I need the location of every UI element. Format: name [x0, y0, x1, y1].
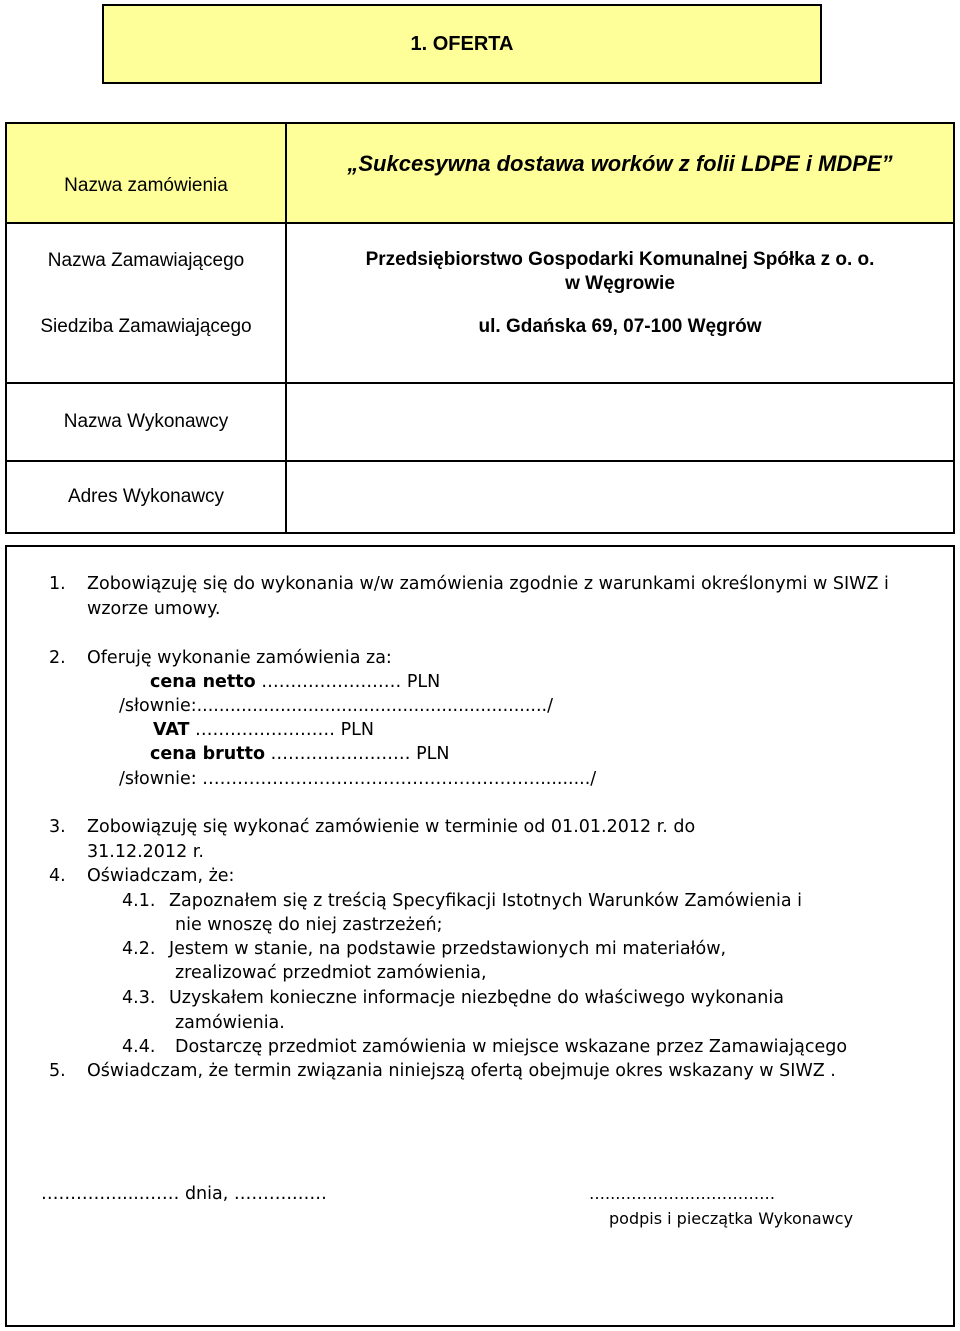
offer-title: 1. OFERTA	[102, 4, 822, 84]
contractor-address-label-cell	[6, 461, 286, 533]
p1-line2: wzorze umowy.	[87, 599, 221, 619]
p43-line1: Uzyskałem konieczne informacje niezbędne do właściwego wykonania	[169, 988, 784, 1008]
p41-line2: nie wnoszę do niej zastrzeżeń;	[175, 915, 443, 935]
net-price-currency: PLN	[401, 672, 441, 692]
client-value-cell	[286, 223, 954, 383]
p4-number: 4.	[49, 866, 66, 886]
net-price-label: cena netto	[150, 672, 256, 692]
p42-line2: zrealizować przedmiot zamówienia,	[175, 963, 487, 983]
p42-number: 4.2.	[122, 939, 156, 959]
vat-field[interactable]: ……………………	[189, 720, 336, 740]
order-name-value: „Sukcesywna dostawa worków z folii LDPE i MDPE”	[347, 151, 893, 176]
p3-number: 3.	[49, 817, 66, 837]
contractor-name-label-cell	[6, 383, 286, 461]
contractor-address-input[interactable]	[286, 461, 954, 533]
order-name-label: Nazwa zamówienia	[64, 175, 228, 196]
client-name-label: Nazwa Zamawiającego	[47, 250, 245, 271]
vat-row	[153, 720, 374, 740]
p1-line1: Zobowiązuję się do wykonania w/w zamówienia zgodnie z warunkami określonymi w SIWZ i	[87, 574, 889, 594]
signature-field[interactable]: …..…………………………	[589, 1184, 776, 1203]
p42-line1: Jestem w stanie, na podstawie przedstawionych mi materiałów,	[169, 939, 727, 959]
order-info-table	[5, 122, 955, 534]
signature-label: podpis i pieczątka Wykonawcy	[609, 1209, 854, 1228]
gross-price-row	[150, 744, 450, 764]
p5-text: Oświadczam, że termin związania niniejszą ofertą obejmuje okres wskazany w SIWZ .	[87, 1061, 836, 1081]
p4-text: Oświadczam, że:	[87, 866, 235, 886]
contractor-address-label: Adres Wykonawcy	[67, 486, 225, 507]
order-name-value-cell	[286, 123, 954, 223]
vat-currency: PLN	[335, 720, 375, 740]
net-price-in-words[interactable]: /słownie:.............................................................../	[119, 696, 553, 716]
gross-price-field[interactable]: ……………………	[264, 744, 411, 764]
gross-price-label: cena brutto	[150, 744, 265, 764]
p3-line1: Zobowiązuję się wykonać zamówienie w terminie od 01.01.2012 r. do	[87, 817, 696, 837]
p2-text: Oferuję wykonanie zamówienia za:	[87, 648, 392, 668]
p5-number: 5.	[49, 1061, 66, 1081]
p41-number: 4.1.	[122, 891, 156, 911]
order-name-label-cell	[6, 123, 286, 223]
p41-line1: Zapoznałem się z treścią Specyfikacji Istotnych Warunków Zamówienia i	[169, 891, 803, 911]
client-seat-label: Siedziba Zamawiającego	[40, 316, 252, 337]
contractor-name-label: Nazwa Wykonawcy	[63, 411, 229, 432]
client-name-value-line2: w Węgrowie	[565, 273, 675, 294]
p44-text: Dostarczę przedmiot zamówienia w miejsce wskazane przez Zamawiającego	[175, 1037, 848, 1057]
p43-number: 4.3.	[122, 988, 156, 1008]
date-place-field[interactable]: …………......…… dnia, ……….……	[41, 1184, 327, 1204]
gross-price-currency: PLN	[410, 744, 450, 764]
net-price-field[interactable]: ……………………	[255, 672, 402, 692]
net-price-row	[150, 672, 440, 692]
vat-label: VAT	[153, 720, 190, 740]
declarations-box	[5, 545, 955, 1327]
client-name-value-line1: Przedsiębiorstwo Gospodarki Komunalnej Spółka z o. o.	[365, 249, 875, 270]
client-label-cell	[6, 223, 286, 383]
p44-number: 4.4.	[122, 1037, 156, 1057]
p3-line2: 31.12.2012 r.	[87, 842, 204, 862]
client-seat-value: ul. Gdańska 69, 07-100 Węgrów	[478, 316, 762, 337]
contractor-name-input[interactable]	[286, 383, 954, 461]
gross-price-in-words[interactable]: /słownie: …………………………………………………........../	[119, 769, 597, 789]
p43-line2: zamówienia.	[175, 1013, 285, 1033]
p1-number: 1.	[49, 574, 66, 594]
p2-number: 2.	[49, 648, 66, 668]
